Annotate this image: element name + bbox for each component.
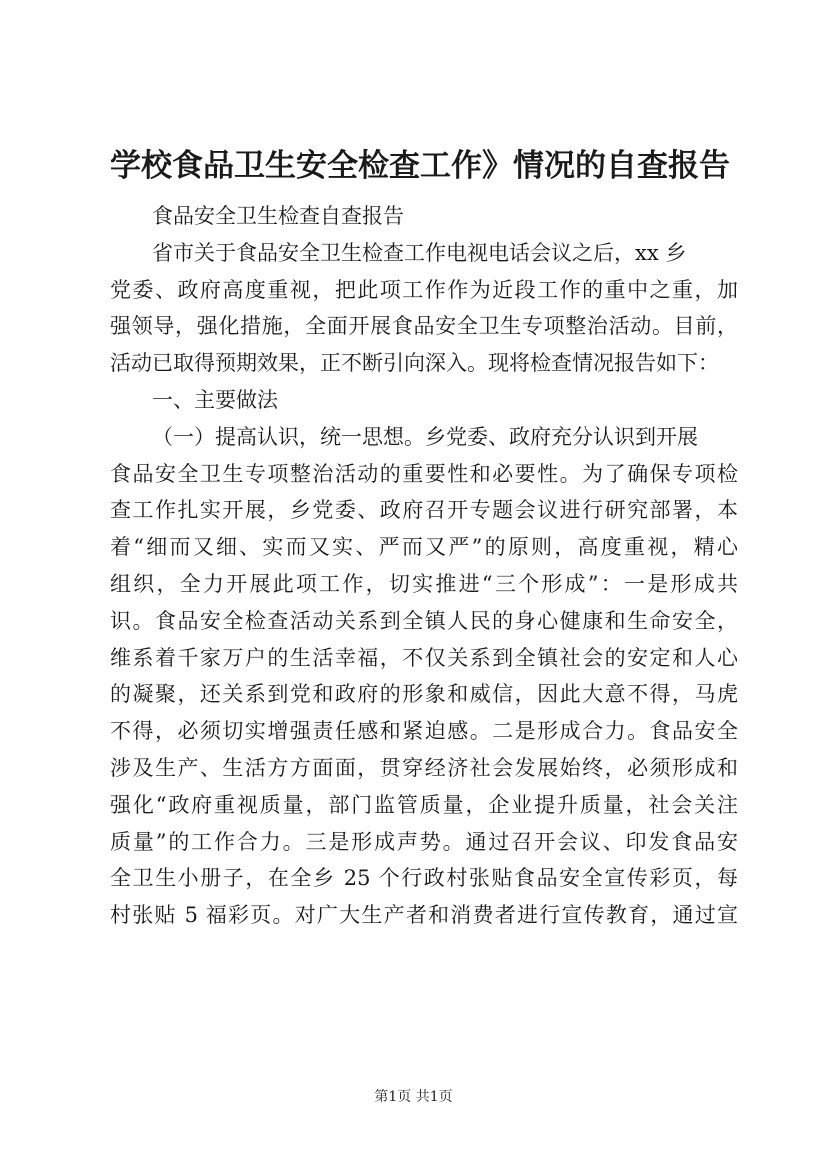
paragraph-line: 强领导，强化措施，全面开展食品安全卫生专项整治活动。目前， bbox=[110, 314, 738, 339]
paragraph-line: 省市关于食品安全卫生检查工作电视电话会议之后，xx 乡 bbox=[152, 240, 687, 265]
paragraph-line: 强化“政府重视质量，部门监管质量，企业提升质量，社会关注 bbox=[110, 792, 738, 817]
paragraph-line: 维系着千家万户的生活幸福，不仅关系到全镇社会的安定和人心 bbox=[110, 645, 738, 670]
paragraph-line: 的凝聚，还关系到党和政府的形象和威信，因此大意不得，马虎 bbox=[110, 682, 738, 707]
section-heading: 一、主要做法 bbox=[152, 387, 278, 412]
paragraph-line: 党委、政府高度重视，把此项工作作为近段工作的重中之重，加 bbox=[110, 277, 738, 302]
paragraph-line: 全卫生小册子，在全乡 25 个行政村张贴食品安全宣传彩页，每 bbox=[110, 866, 738, 891]
paragraph-line: 查工作扎实开展，乡党委、政府召开专题会议进行研究部署，本 bbox=[110, 498, 738, 523]
paragraph-line: 着“细而又细、实而又实、严而又严”的原则，高度重视，精心 bbox=[110, 535, 738, 560]
paragraph-line: 食品安全卫生专项整治活动的重要性和必要性。为了确保专项检 bbox=[110, 461, 738, 486]
paragraph-line: 不得，必须切实增强责任感和紧迫感。二是形成合力。食品安全 bbox=[110, 719, 738, 744]
document-body bbox=[110, 198, 738, 934]
paragraph-line: 质量”的工作合力。三是形成声势。通过召开会议、印发食品安 bbox=[110, 829, 738, 854]
paragraph-line: 村张贴 5 福彩页。对广大生产者和消费者进行宣传教育，通过宣 bbox=[110, 903, 738, 928]
subtitle-line: 食品安全卫生检查自查报告 bbox=[152, 204, 404, 228]
paragraph-line: （一）提高认识，统一思想。乡党委、政府充分认识到开展 bbox=[152, 424, 698, 449]
paragraph-line: 活动已取得预期效果，正不断引向深入。现将检查情况报告如下： bbox=[110, 351, 719, 376]
page-footer: 第1页 共1页 bbox=[374, 1089, 453, 1105]
document-title: 学校食品卫生安全检查工作》情况的自查报告 bbox=[110, 148, 730, 184]
paragraph-line: 组织，全力开展此项工作，切实推进“三个形成”：一是形成共 bbox=[110, 571, 738, 596]
paragraph-line: 涉及生产、生活方方面面，贯穿经济社会发展始终，必须形成和 bbox=[110, 755, 738, 780]
paragraph-line: 识。食品安全检查活动关系到全镇人民的身心健康和生命安全， bbox=[110, 608, 738, 633]
